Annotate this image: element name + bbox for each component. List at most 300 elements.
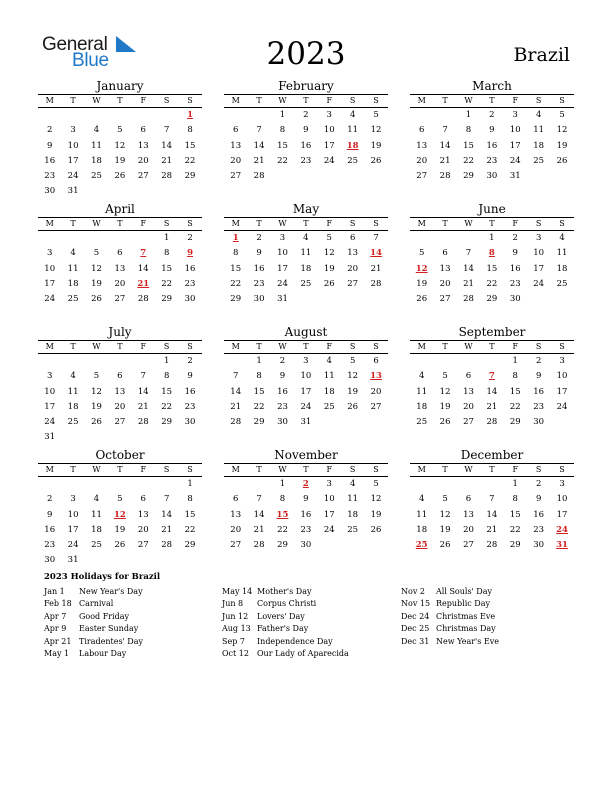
day-cell: 26 <box>370 524 382 535</box>
day-cell <box>364 538 387 553</box>
weekday-label: W <box>464 465 473 474</box>
holiday-item <box>222 611 349 623</box>
day-cell: 12 <box>91 263 102 274</box>
holiday-day-cell: 12 <box>415 263 428 274</box>
holiday-name: Corpus Christi <box>257 599 317 609</box>
day-cell: 2 <box>279 356 286 366</box>
day-cell: 1 <box>465 110 472 120</box>
week-row <box>410 477 574 492</box>
week-row <box>410 415 574 430</box>
day-cell: 17 <box>277 263 288 274</box>
day-cell: 21 <box>486 524 498 535</box>
holiday-item <box>44 598 143 610</box>
day-cell: 24 <box>323 155 335 166</box>
day-cell: 8 <box>187 494 193 505</box>
day-cell <box>85 184 108 199</box>
month-december <box>410 448 574 553</box>
day-cell <box>178 430 201 445</box>
weekday-label: S <box>187 96 193 105</box>
week-row <box>224 369 388 384</box>
weekday-label: S <box>373 219 379 228</box>
day-cell <box>224 354 247 369</box>
day-cell: 15 <box>230 263 242 274</box>
day-cell: 2 <box>256 233 262 243</box>
day-cell: 3 <box>70 494 76 505</box>
day-cell: 13 <box>230 140 242 151</box>
day-cell <box>271 169 294 184</box>
day-cell <box>108 354 131 369</box>
day-cell: 4 <box>559 233 565 243</box>
week-row <box>38 400 202 415</box>
holiday-list <box>44 572 584 658</box>
holiday-name: Father's Day <box>257 624 309 634</box>
holiday-name: Christmas Day <box>436 624 496 634</box>
day-cell <box>132 430 155 445</box>
weekday-label: T <box>489 342 495 351</box>
day-cell: 8 <box>187 125 193 136</box>
day-cell: 4 <box>70 248 76 259</box>
day-cell: 25 <box>91 540 102 551</box>
day-cell: 15 <box>253 386 265 397</box>
weekday-label: W <box>278 219 287 228</box>
day-cell: 5 <box>326 233 332 243</box>
day-cell: 12 <box>347 371 359 382</box>
day-cell: 21 <box>370 263 382 274</box>
day-cell: 17 <box>44 278 56 289</box>
weekday-label: M <box>417 342 426 351</box>
day-cell: 20 <box>114 278 126 289</box>
week-row <box>38 262 202 277</box>
weekday-label: S <box>559 342 565 351</box>
day-cell: 11 <box>67 386 79 397</box>
day-cell: 18 <box>323 386 335 397</box>
day-cell <box>132 354 155 369</box>
day-cell <box>132 231 155 246</box>
weekday-label: T <box>303 342 309 351</box>
week-row <box>410 400 574 415</box>
weekday-label: T <box>442 96 448 105</box>
month-may <box>224 202 388 307</box>
day-cell: 7 <box>465 248 472 259</box>
day-cell: 16 <box>300 140 312 151</box>
weekday-label: T <box>303 465 309 474</box>
week-row <box>410 262 574 277</box>
day-cell: 2 <box>489 110 495 120</box>
day-cell: 1 <box>512 479 518 489</box>
week-row <box>224 246 388 261</box>
weekday-label: F <box>326 342 333 351</box>
day-cell: 15 <box>509 509 521 520</box>
week-row <box>38 108 202 123</box>
day-cell: 14 <box>439 140 451 151</box>
day-cell: 7 <box>256 125 262 136</box>
day-cell <box>457 354 480 369</box>
day-cell: 20 <box>370 386 382 397</box>
day-cell: 4 <box>418 494 425 505</box>
holiday-day-cell: 1 <box>232 233 239 243</box>
day-cell: 11 <box>533 125 545 136</box>
day-cell: 18 <box>91 155 102 166</box>
day-cell: 16 <box>277 386 288 397</box>
day-cell: 29 <box>277 540 288 551</box>
day-cell <box>527 169 550 184</box>
day-cell <box>108 477 131 492</box>
week-row <box>38 169 202 184</box>
day-cell <box>108 553 131 568</box>
day-cell: 25 <box>416 417 428 428</box>
holiday-day-cell: 8 <box>488 248 495 259</box>
day-cell: 4 <box>326 356 332 366</box>
day-cell: 7 <box>232 371 239 382</box>
day-cell: 27 <box>463 540 474 551</box>
day-cell: 3 <box>46 248 53 259</box>
day-cell: 1 <box>279 110 286 120</box>
day-cell: 10 <box>67 509 79 520</box>
day-cell: 25 <box>347 155 359 166</box>
holiday-name: New Year's Day <box>79 587 143 596</box>
day-cell: 18 <box>67 401 79 412</box>
weekday-label: T <box>117 342 123 351</box>
week-row <box>224 108 388 123</box>
day-cell: 11 <box>300 248 312 259</box>
day-cell: 13 <box>114 386 126 397</box>
day-cell: 31 <box>300 417 312 428</box>
week-row <box>224 523 388 538</box>
day-cell <box>155 553 178 568</box>
day-cell <box>155 430 178 445</box>
day-cell: 9 <box>256 248 262 259</box>
day-cell: 1 <box>187 479 193 489</box>
day-cell: 28 <box>486 540 498 551</box>
day-cell: 12 <box>91 386 102 397</box>
day-cell: 10 <box>67 140 79 151</box>
day-cell <box>318 415 341 430</box>
day-cell <box>550 169 573 184</box>
day-cell: 8 <box>512 494 518 505</box>
month-august <box>224 325 388 430</box>
day-cell: 27 <box>114 417 126 428</box>
day-cell: 29 <box>230 294 242 305</box>
day-cell: 6 <box>232 494 239 505</box>
weekday-label: T <box>70 465 76 474</box>
day-cell: 15 <box>184 509 196 520</box>
day-cell: 25 <box>300 278 312 289</box>
holiday-date: Oct 12 <box>222 648 249 658</box>
day-cell: 9 <box>489 125 495 136</box>
day-cell: 27 <box>416 171 428 182</box>
holiday-name: Good Friday <box>79 611 130 621</box>
day-cell: 26 <box>347 401 359 412</box>
weekday-label: S <box>349 465 356 474</box>
day-cell: 1 <box>163 356 170 366</box>
week-row <box>224 354 388 369</box>
day-cell: 6 <box>418 125 425 136</box>
day-cell: 30 <box>300 540 312 551</box>
day-cell: 26 <box>91 294 102 305</box>
day-cell: 12 <box>439 386 451 397</box>
weekday-label: S <box>373 96 379 105</box>
day-cell: 27 <box>137 171 149 182</box>
day-cell: 23 <box>44 171 56 182</box>
holiday-item <box>222 586 349 598</box>
day-cell: 9 <box>512 248 518 259</box>
day-cell <box>61 354 84 369</box>
weekday-label: T <box>256 96 262 105</box>
day-cell: 19 <box>114 155 126 166</box>
holiday-item <box>44 648 143 660</box>
day-cell: 14 <box>486 386 498 397</box>
day-cell: 17 <box>533 263 545 274</box>
day-cell: 31 <box>67 186 79 197</box>
weekday-label: W <box>92 465 101 474</box>
weekday-header <box>224 463 388 477</box>
day-cell: 4 <box>418 371 425 382</box>
week-row <box>38 430 202 445</box>
day-cell: 14 <box>230 386 242 397</box>
day-cell: 24 <box>277 278 288 289</box>
day-cell: 3 <box>303 356 309 366</box>
day-cell <box>108 184 131 199</box>
weekday-label: S <box>535 219 542 228</box>
week-row <box>224 169 388 184</box>
weekday-label: T <box>70 96 76 105</box>
day-cell: 21 <box>137 401 149 412</box>
day-cell: 3 <box>70 125 76 136</box>
month-march <box>410 79 574 184</box>
month-name: August <box>284 325 328 339</box>
holiday-name: Tiradentes' Day <box>79 636 143 646</box>
day-cell: 20 <box>347 263 359 274</box>
weekday-label: F <box>140 342 147 351</box>
day-cell: 20 <box>137 524 149 535</box>
weekday-label: T <box>256 465 262 474</box>
day-cell: 29 <box>253 417 265 428</box>
weekday-label: M <box>45 219 54 228</box>
day-cell: 24 <box>67 540 79 551</box>
day-cell: 28 <box>253 540 265 551</box>
day-cell: 28 <box>161 171 173 182</box>
day-cell: 5 <box>117 494 123 505</box>
week-row <box>38 553 202 568</box>
day-cell: 5 <box>373 110 379 120</box>
month-june <box>410 202 574 307</box>
day-cell: 1 <box>489 233 495 243</box>
day-cell: 13 <box>416 140 428 151</box>
day-cell: 20 <box>230 155 242 166</box>
day-cell: 29 <box>161 417 173 428</box>
weekday-label: T <box>117 219 123 228</box>
day-cell: 8 <box>279 494 286 505</box>
holiday-name: Mother's Day <box>257 587 312 596</box>
holiday-item <box>44 636 143 648</box>
day-cell: 24 <box>44 294 56 305</box>
day-cell: 13 <box>347 248 359 259</box>
holiday-column <box>401 586 499 648</box>
month-september <box>410 325 574 430</box>
day-cell: 22 <box>509 401 521 412</box>
day-cell <box>410 108 433 123</box>
weekday-label: S <box>163 465 170 474</box>
day-cell <box>457 477 480 492</box>
day-cell: 14 <box>137 386 149 397</box>
day-cell: 14 <box>137 263 149 274</box>
week-row <box>410 169 574 184</box>
weekday-header <box>224 217 388 231</box>
weekday-label: F <box>512 465 519 474</box>
day-cell: 5 <box>93 371 100 382</box>
day-cell: 28 <box>161 540 173 551</box>
day-cell <box>294 292 317 307</box>
holiday-name: Easter Sunday <box>79 624 139 634</box>
day-cell: 8 <box>163 248 170 259</box>
day-cell <box>247 108 270 123</box>
day-cell: 5 <box>373 479 379 489</box>
weekday-label: S <box>535 96 542 105</box>
week-row <box>410 123 574 138</box>
day-cell: 22 <box>184 524 196 535</box>
weekday-label: W <box>92 96 101 105</box>
day-cell: 26 <box>114 540 126 551</box>
calendar-header <box>0 0 612 78</box>
day-cell: 2 <box>535 356 542 366</box>
day-cell: 11 <box>67 263 79 274</box>
day-cell: 19 <box>439 524 451 535</box>
weekday-label: F <box>326 465 333 474</box>
day-cell: 2 <box>46 494 53 505</box>
weekday-label: S <box>187 219 193 228</box>
day-cell: 6 <box>117 248 123 259</box>
holiday-day-cell: 7 <box>488 371 495 382</box>
holiday-date: May 1 <box>44 648 70 658</box>
day-cell: 4 <box>70 371 76 382</box>
day-cell: 20 <box>463 524 474 535</box>
holiday-day-cell: 7 <box>140 248 147 259</box>
day-cell: 27 <box>347 278 359 289</box>
holiday-name: Labour Day <box>79 648 127 658</box>
week-row <box>224 262 388 277</box>
day-cell: 8 <box>163 371 170 382</box>
day-cell: 24 <box>556 401 568 412</box>
month-name: May <box>292 202 320 216</box>
holiday-day-cell: 14 <box>370 248 382 259</box>
day-cell: 30 <box>44 555 56 566</box>
holiday-name: Lovers' Day <box>257 611 305 621</box>
month-april <box>38 202 202 307</box>
holiday-date: Dec 25 <box>401 624 430 634</box>
weekday-label: T <box>117 465 123 474</box>
day-cell: 13 <box>137 509 149 520</box>
day-cell: 26 <box>114 171 126 182</box>
day-cell: 6 <box>465 494 472 505</box>
week-row <box>38 354 202 369</box>
day-cell: 21 <box>486 401 498 412</box>
day-cell: 19 <box>347 386 359 397</box>
holiday-day-cell: 2 <box>302 479 309 489</box>
day-cell: 4 <box>535 110 542 120</box>
holiday-date: Jun 12 <box>222 611 249 621</box>
day-cell: 28 <box>137 417 149 428</box>
weekday-label: S <box>163 219 170 228</box>
month-name: November <box>274 448 338 462</box>
week-row <box>38 385 202 400</box>
holiday-list-title: 2023 Holidays for Brazil <box>44 572 161 582</box>
day-cell <box>61 108 84 123</box>
month-name: October <box>95 448 145 462</box>
holiday-item <box>222 598 349 610</box>
weekday-label: T <box>303 96 309 105</box>
day-cell: 7 <box>140 371 146 382</box>
day-cell: 29 <box>184 171 196 182</box>
weekday-label: M <box>417 465 426 474</box>
weekday-label: T <box>70 342 76 351</box>
week-row <box>38 277 202 292</box>
weekday-header <box>38 217 202 231</box>
day-cell: 24 <box>533 278 545 289</box>
day-cell: 20 <box>114 401 126 412</box>
day-cell: 14 <box>253 140 265 151</box>
day-cell: 16 <box>533 509 545 520</box>
day-cell: 24 <box>67 171 79 182</box>
day-cell: 11 <box>556 248 568 259</box>
day-cell <box>108 231 131 246</box>
weekday-label: W <box>278 342 287 351</box>
day-cell: 28 <box>137 294 149 305</box>
day-cell: 5 <box>442 371 448 382</box>
day-cell <box>108 430 131 445</box>
holiday-day-cell: 1 <box>187 110 193 120</box>
day-cell <box>85 354 108 369</box>
day-cell: 23 <box>509 278 521 289</box>
day-cell: 6 <box>117 371 123 382</box>
day-cell: 19 <box>114 524 126 535</box>
day-cell: 3 <box>559 356 565 366</box>
week-row <box>38 123 202 138</box>
day-cell: 26 <box>439 540 451 551</box>
weekday-label: T <box>442 465 448 474</box>
day-cell: 1 <box>279 479 286 489</box>
day-cell <box>433 477 456 492</box>
day-cell: 1 <box>256 356 262 366</box>
weekday-label: M <box>231 342 240 351</box>
weekday-label: W <box>92 342 101 351</box>
holiday-item <box>401 611 499 623</box>
week-row <box>410 523 574 538</box>
day-cell: 28 <box>370 278 382 289</box>
day-cell: 30 <box>277 417 288 428</box>
week-row <box>38 154 202 169</box>
week-row <box>38 477 202 492</box>
day-cell <box>341 292 364 307</box>
day-cell <box>61 477 84 492</box>
day-cell: 25 <box>323 401 335 412</box>
weekday-label: S <box>163 342 170 351</box>
week-row <box>38 292 202 307</box>
day-cell: 15 <box>161 263 173 274</box>
day-cell <box>38 108 61 123</box>
holiday-day-cell: 25 <box>415 540 428 551</box>
weekday-label: M <box>417 219 426 228</box>
day-cell: 25 <box>67 294 79 305</box>
holiday-name: Carnival <box>79 599 114 609</box>
weekday-label: T <box>256 219 262 228</box>
day-cell: 26 <box>416 294 428 305</box>
day-cell: 22 <box>161 278 173 289</box>
day-cell: 19 <box>91 278 102 289</box>
weekday-label: T <box>117 96 123 105</box>
day-cell: 21 <box>253 155 265 166</box>
day-cell: 3 <box>512 110 518 120</box>
day-cell: 10 <box>556 371 568 382</box>
